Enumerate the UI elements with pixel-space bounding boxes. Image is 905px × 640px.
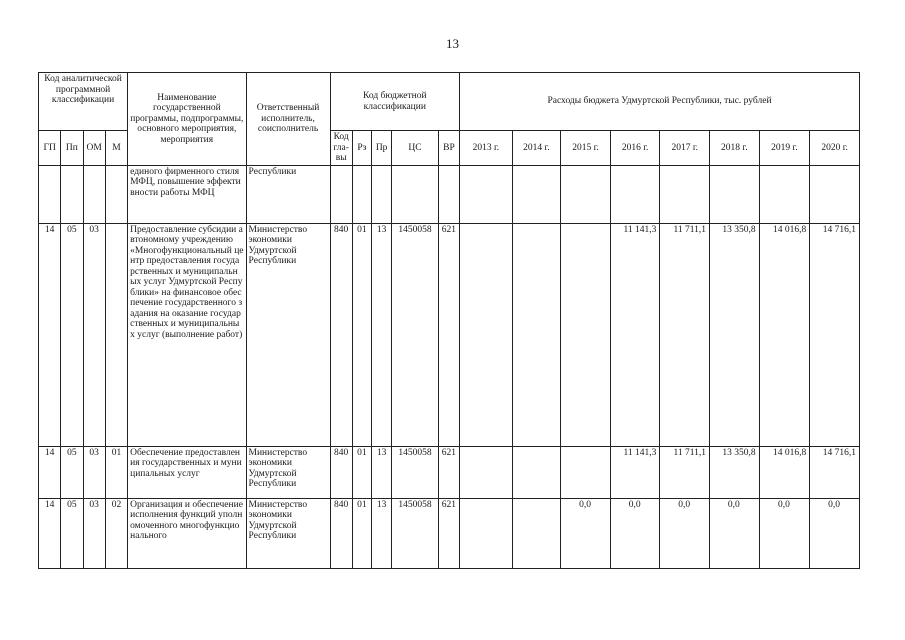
cell-value bbox=[810, 165, 860, 223]
cell-om: 03 bbox=[83, 223, 105, 446]
table-row bbox=[39, 223, 860, 446]
table-row bbox=[39, 165, 860, 223]
cell-name: Обеспечение предоставления государственных и муниципальных услуг bbox=[128, 446, 246, 498]
header-year: 2014 г. bbox=[512, 131, 561, 166]
cell-value bbox=[759, 165, 810, 223]
table-row bbox=[39, 498, 860, 568]
cell-pp bbox=[61, 165, 83, 223]
cell-gp: 14 bbox=[39, 223, 61, 446]
cell-value: 0,0 bbox=[561, 498, 611, 568]
cell-value: 11 711,1 bbox=[660, 223, 710, 446]
cell-pr: 13 bbox=[372, 223, 392, 446]
header-rz: Рз bbox=[352, 131, 371, 166]
cell-vr: 621 bbox=[438, 446, 459, 498]
budget-table bbox=[38, 72, 860, 569]
header-expenses: Расходы бюджета Удмуртской Республики, тыс. рублей bbox=[460, 73, 860, 131]
cell-value: 0,0 bbox=[660, 498, 710, 568]
header-year: 2013 г. bbox=[460, 131, 513, 166]
cell-value bbox=[610, 165, 660, 223]
page-number: 13 bbox=[446, 36, 459, 51]
cell-value: 14 716,1 bbox=[810, 223, 860, 446]
cell-vr: 621 bbox=[438, 498, 459, 568]
cell-value bbox=[460, 498, 513, 568]
cell-executor: Министерство экономики Удмуртской Республики bbox=[246, 446, 330, 498]
header-vr: ВР bbox=[438, 131, 459, 166]
cell-cs: 1450058 bbox=[392, 446, 439, 498]
header-pr: Пр bbox=[372, 131, 392, 166]
cell-vr: 621 bbox=[438, 223, 459, 446]
cell-value: 11 141,3 bbox=[610, 446, 660, 498]
cell-m bbox=[105, 165, 127, 223]
cell-om: 03 bbox=[83, 498, 105, 568]
cell-value bbox=[512, 446, 561, 498]
header-year: 2019 г. bbox=[759, 131, 810, 166]
header-glava: Код гла-вы bbox=[330, 131, 352, 166]
cell-executor: Республики bbox=[246, 165, 330, 223]
cell-vr bbox=[438, 165, 459, 223]
header-analytic-code: Код аналитической программной классификации bbox=[39, 73, 128, 131]
cell-cs bbox=[392, 165, 439, 223]
cell-value bbox=[561, 165, 611, 223]
cell-gp: 14 bbox=[39, 446, 61, 498]
cell-cs: 1450058 bbox=[392, 498, 439, 568]
cell-value bbox=[460, 223, 513, 446]
cell-m: 02 bbox=[105, 498, 127, 568]
cell-glava bbox=[330, 165, 352, 223]
cell-rz: 01 bbox=[352, 223, 371, 446]
cell-glava: 840 bbox=[330, 498, 352, 568]
cell-value bbox=[710, 165, 760, 223]
cell-pp: 05 bbox=[61, 498, 83, 568]
cell-value bbox=[660, 165, 710, 223]
cell-name: единого фирменного стиля МФЦ, повышение эффективности работы МФЦ bbox=[128, 165, 246, 223]
cell-value bbox=[561, 223, 611, 446]
cell-value: 13 350,8 bbox=[710, 223, 760, 446]
cell-m: 01 bbox=[105, 446, 127, 498]
cell-rz: 01 bbox=[352, 446, 371, 498]
cell-value: 14 016,8 bbox=[759, 446, 810, 498]
header-om: ОМ bbox=[83, 131, 105, 166]
header-m: М bbox=[105, 131, 127, 166]
table-row bbox=[39, 446, 860, 498]
cell-glava: 840 bbox=[330, 446, 352, 498]
cell-rz: 01 bbox=[352, 498, 371, 568]
cell-value bbox=[512, 165, 561, 223]
header-program-name: Наименование государственной программы, подпрограммы, основного мероприятия, мероприятия bbox=[128, 73, 246, 166]
cell-value: 0,0 bbox=[610, 498, 660, 568]
cell-value: 0,0 bbox=[759, 498, 810, 568]
cell-pr: 13 bbox=[372, 446, 392, 498]
cell-pp: 05 bbox=[61, 446, 83, 498]
cell-value bbox=[460, 446, 513, 498]
header-budget-code: Код бюджетной классификации bbox=[330, 73, 460, 131]
cell-name: Предоставление субсидии автономному учреждению «Многофункциональный центр предоставления государственных и муниципальных услуг Удмуртской Республики» на финансовое обеспечение государственного задания на оказание государственных и муниципальных услуг (выполнение работ) bbox=[128, 223, 246, 446]
header-year: 2015 г. bbox=[561, 131, 611, 166]
cell-pp: 05 bbox=[61, 223, 83, 446]
cell-value: 14 016,8 bbox=[759, 223, 810, 446]
cell-value: 11 141,3 bbox=[610, 223, 660, 446]
cell-om: 03 bbox=[83, 446, 105, 498]
header-year: 2020 г. bbox=[810, 131, 860, 166]
cell-value: 14 716,1 bbox=[810, 446, 860, 498]
cell-value: 0,0 bbox=[810, 498, 860, 568]
header-gp: ГП bbox=[39, 131, 61, 166]
header-year: 2016 г. bbox=[610, 131, 660, 166]
cell-om bbox=[83, 165, 105, 223]
cell-value bbox=[512, 223, 561, 446]
cell-value bbox=[561, 446, 611, 498]
cell-gp: 14 bbox=[39, 498, 61, 568]
header-executor: Ответственный исполнитель, соисполнитель bbox=[246, 73, 330, 166]
cell-m bbox=[105, 223, 127, 446]
header-pp: Пп bbox=[61, 131, 83, 166]
cell-pr bbox=[372, 165, 392, 223]
cell-pr: 13 bbox=[372, 498, 392, 568]
cell-gp bbox=[39, 165, 61, 223]
cell-glava: 840 bbox=[330, 223, 352, 446]
cell-rz bbox=[352, 165, 371, 223]
cell-executor: Министерство экономики Удмуртской Республики bbox=[246, 498, 330, 568]
header-year: 2017 г. bbox=[660, 131, 710, 166]
cell-executor: Министерство экономики Удмуртской Республики bbox=[246, 223, 330, 446]
cell-value: 13 350,8 bbox=[710, 446, 760, 498]
header-cs: ЦС bbox=[392, 131, 439, 166]
header-year: 2018 г. bbox=[710, 131, 760, 166]
cell-value bbox=[512, 498, 561, 568]
cell-name: Организация и обеспечение исполнения функций уполномоченного многофункционального bbox=[128, 498, 246, 568]
cell-value: 0,0 bbox=[710, 498, 760, 568]
cell-value bbox=[460, 165, 513, 223]
cell-cs: 1450058 bbox=[392, 223, 439, 446]
cell-value: 11 711,1 bbox=[660, 446, 710, 498]
